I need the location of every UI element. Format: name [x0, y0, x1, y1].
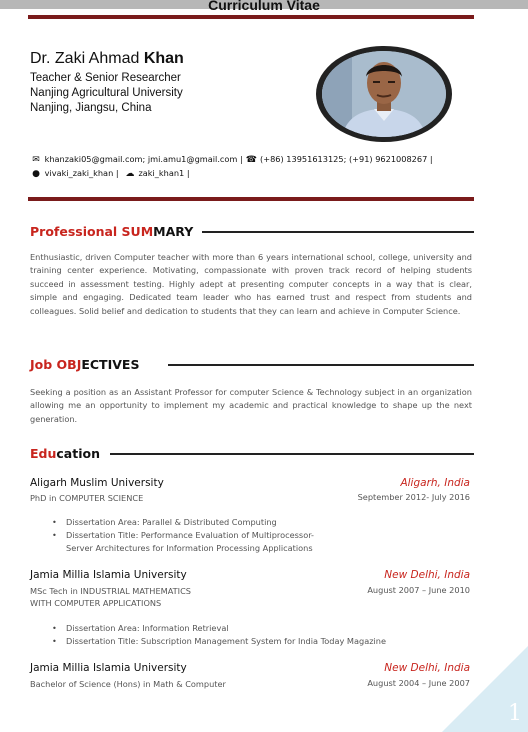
name-last: Khan: [143, 50, 184, 67]
skype-handle[interactable]: vivaki_zaki_khan: [44, 168, 114, 178]
heading-red-part: Job OBJ: [30, 357, 82, 372]
objectives-text: Seeking a position as an Assistant Professor for computer Science & Technology subject in an organization allowing me an opportunity to implement my academic and practical knowledge to shape up the next generation.: [30, 387, 472, 424]
objectives-heading-line: [168, 364, 474, 366]
university: Nanjing Agricultural University: [30, 87, 183, 99]
edu-place: New Delhi, India: [384, 569, 470, 581]
separator: |: [186, 168, 190, 178]
skype-icon: ●: [32, 169, 40, 179]
phone-numbers: (+86) 13951613125; (+91) 9621008267: [260, 154, 428, 164]
role: Teacher & Senior Researcher: [30, 72, 181, 84]
document-title: Curriculum Vitae: [208, 0, 320, 13]
separator: |: [115, 168, 119, 178]
heading-red-part: Professional SUM: [30, 224, 154, 239]
page-number: 1: [508, 701, 522, 726]
list-item-continuation: Server Architectures for Information Processing Applications: [66, 543, 313, 553]
heading-red-part: Edu: [30, 446, 57, 461]
objectives-heading: [30, 357, 139, 372]
edu-degree: PhD in COMPUTER SCIENCE: [30, 493, 144, 503]
phone-icon: ☎: [245, 155, 258, 165]
edu-institution: Jamia Millia Islamia University: [30, 662, 187, 674]
heading-black-part: cation: [56, 446, 100, 461]
edu-degree: MSc Tech in INDUSTRIAL MATHEMATICS: [30, 586, 191, 596]
education-heading: [30, 446, 100, 461]
contact-line-2: [30, 168, 190, 179]
edu-institution: Jamia Millia Islamia University: [30, 569, 187, 581]
edu-bullets: [52, 622, 386, 648]
list-item: • Dissertation Title: Performance Evaluation of Multiprocessor-: [52, 529, 314, 542]
edu-institution: Aligarh Muslim University: [30, 477, 164, 489]
chat-icon: ☁: [125, 169, 135, 179]
list-item: • Dissertation Area: Information Retrieval: [52, 622, 386, 635]
edu-dates: August 2004 – June 2007: [367, 678, 470, 688]
name-first: Dr. Zaki Ahmad: [30, 50, 144, 67]
edu-bullets: [52, 516, 314, 555]
edu-degree: Bachelor of Science (Hons) in Math & Computer: [30, 679, 226, 689]
list-item: [52, 542, 314, 555]
summary-heading: [30, 224, 193, 239]
education-heading-line: [110, 453, 474, 455]
section-rule: [28, 197, 474, 201]
edu-degree-cont: WITH COMPUTER APPLICATIONS: [30, 598, 162, 608]
edu-dates: September 2012- July 2016: [357, 492, 470, 502]
edu-place: New Delhi, India: [384, 662, 470, 674]
heading-black-part: ECTIVES: [81, 357, 140, 372]
separator: |: [429, 154, 433, 164]
envelope-icon: ✉: [32, 155, 40, 165]
profile-photo: [322, 51, 446, 137]
chat-handle[interactable]: zaki_khan1: [138, 168, 185, 178]
heading-black-part: MARY: [153, 224, 194, 239]
list-item: • Dissertation Area: Parallel & Distributed Computing: [52, 516, 314, 529]
summary-heading-line: [202, 231, 474, 233]
edu-dates: August 2007 – June 2010: [367, 585, 470, 595]
separator: |: [240, 154, 243, 164]
list-item: • Dissertation Title: Subscription Management System for India Today Magazine: [52, 635, 386, 648]
summary-text: Enthusiastic, driven Computer teacher with more than 6 years international school, college, university and training center experience. Motivating, compassionate with proven track record of helping students succeed in assessment testing. Highly adept at presenting computer concepts in a way that is clear, simple and engaging. Dedicated team leader who has earned trust and respect from students and colleagues. Solid belief and dedication to students that they can learn and achieve in Computer Science.: [30, 252, 472, 316]
portrait-image: [322, 51, 446, 137]
edu-place: Aligarh, India: [400, 477, 470, 489]
location: Nanjing, Jiangsu, China: [30, 102, 152, 114]
email-addresses[interactable]: khanzaki05@gmail.com; jmi.amu1@gmail.com: [44, 154, 238, 164]
person-name: [30, 50, 184, 68]
top-rule: [28, 15, 474, 19]
contact-line-1: [30, 154, 433, 165]
